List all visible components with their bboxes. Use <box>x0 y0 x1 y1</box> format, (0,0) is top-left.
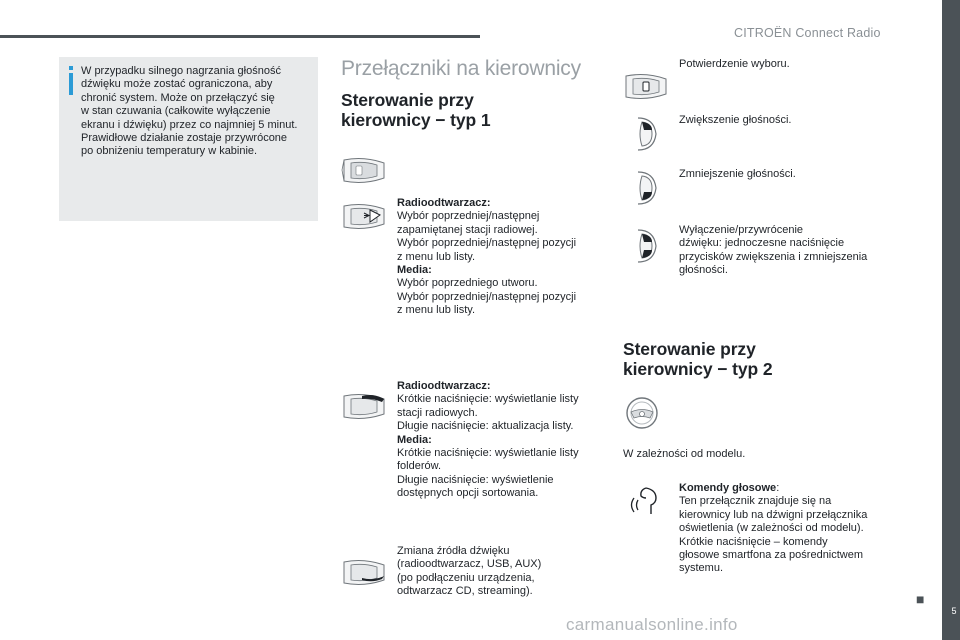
model-note: W zależności od modelu. <box>623 448 746 460</box>
watermark: carmanualsonline.info <box>566 615 738 634</box>
volume-down-icon <box>628 170 662 206</box>
item-line: z menu lub listy. <box>397 250 476 263</box>
item-volume-up: Zwiększenie głośności. <box>679 114 792 126</box>
continued-icon: ■ <box>916 591 925 607</box>
type1-title <box>341 90 490 130</box>
mute-icon <box>628 228 662 264</box>
item-volume-down: Zmniejszenie głośności. <box>679 168 796 180</box>
item-line: Długie naciśnięcie: aktualizacja listy. <box>397 420 574 433</box>
type1-title-line: kierownicy − typ 1 <box>341 110 491 130</box>
item-radio-prev-next <box>397 197 597 318</box>
item-heading: Media: <box>397 264 432 277</box>
confirm-selection-icon <box>622 70 670 102</box>
item-line: folderów. <box>397 460 442 473</box>
info-line: dźwięku może zostać ograniczona, aby <box>81 78 273 91</box>
section-title: Przełączniki na kierownicy <box>341 57 581 80</box>
volume-up-icon <box>628 116 662 152</box>
item-line: stacji radiowych. <box>397 406 478 419</box>
item-line: odtwarzacz CD, streaming). <box>397 585 533 598</box>
radio-list-icon <box>340 390 388 422</box>
item-line: dostępnych opcji sortowania. <box>397 487 539 500</box>
item-line: Wybór poprzedniej/następnej <box>397 210 540 223</box>
item-voice-commands <box>679 482 884 576</box>
item-line: Krótkie naciśnięcie: wyświetlanie listy <box>397 447 579 460</box>
item-line: dźwięku: jednoczesne naciśnięcie <box>679 237 845 250</box>
item-mute <box>679 224 884 278</box>
item-line: kierownicy lub na dźwigni przełącznika <box>679 508 868 521</box>
item-line: Krótkie naciśnięcie: wyświetlanie listy <box>397 393 579 406</box>
radio-previous-next-icon <box>340 200 388 232</box>
item-line: oświetlenia (w zależności od modelu). <box>679 522 864 535</box>
type1-title-line: Sterowanie przy <box>341 90 474 110</box>
item-line: (po podłączeniu urządzenia, <box>397 571 535 584</box>
item-line: (radioodtwarzacz, USB, AUX) <box>397 558 542 571</box>
item-heading: Radioodtwarzacz: <box>397 197 491 209</box>
item-line: Wybór poprzedniej/następnej pozycji <box>397 237 577 250</box>
header-title: CITROËN Connect Radio <box>734 26 881 40</box>
item-radio-list <box>397 380 602 501</box>
info-line: W przypadku silnego nagrzania głośność <box>81 65 281 77</box>
info-line: po obniżeniu temperatury w kabinie. <box>81 145 258 158</box>
info-icon <box>68 66 74 96</box>
type2-title <box>623 339 772 379</box>
item-line: głosowe smartfona za pośrednictwem <box>679 549 864 562</box>
item-line: głośności. <box>679 264 728 277</box>
info-line: w stan czuwania (całkowite wyłączenie <box>81 105 271 118</box>
item-source-change <box>397 545 597 599</box>
voice-command-icon <box>626 484 664 520</box>
info-line: ekranu i dźwięku) przez co najmniej 5 minut. <box>81 118 298 131</box>
item-heading: Komendy głosowe <box>679 482 777 494</box>
page-number: 5 <box>951 606 957 616</box>
item-line: zapamiętanej stacji radiowej. <box>397 223 538 236</box>
type2-title-line: kierownicy − typ 2 <box>623 359 773 379</box>
info-line: Prawidłowe działanie zostaje przywrócone <box>81 132 288 145</box>
item-line: Wyłączenie/przywrócenie <box>679 224 804 236</box>
item-line: Krótkie naciśnięcie – komendy <box>679 535 828 548</box>
header-rule <box>0 35 480 38</box>
item-line: Długie naciśnięcie: wyświetlenie <box>397 473 554 486</box>
item-heading: Media: <box>397 433 432 446</box>
item-line: systemu. <box>679 562 724 575</box>
item-line: przycisków zwiększenia i zmniejszenia <box>679 250 868 263</box>
item-heading-colon: : <box>776 482 780 494</box>
item-confirm: Potwierdzenie wyboru. <box>679 58 790 70</box>
info-text <box>81 65 313 159</box>
steering-wheel-icon <box>624 396 660 430</box>
item-line: Zmiana źródła dźwięku <box>397 545 510 557</box>
item-heading: Radioodtwarzacz: <box>397 380 491 392</box>
info-line: chronić system. Może on przełączyć się <box>81 91 275 104</box>
steering-switch-overview-icon <box>340 154 388 186</box>
item-line: Wybór poprzedniej/następnej pozycji <box>397 290 577 303</box>
item-line: Wybór poprzedniego utworu. <box>397 277 538 290</box>
source-change-icon <box>340 556 388 588</box>
item-line: Ten przełącznik znajduje się na <box>679 495 832 508</box>
item-line: z menu lub listy. <box>397 304 476 317</box>
page-edge-strip <box>942 0 960 640</box>
type2-title-line: Sterowanie przy <box>623 339 756 359</box>
